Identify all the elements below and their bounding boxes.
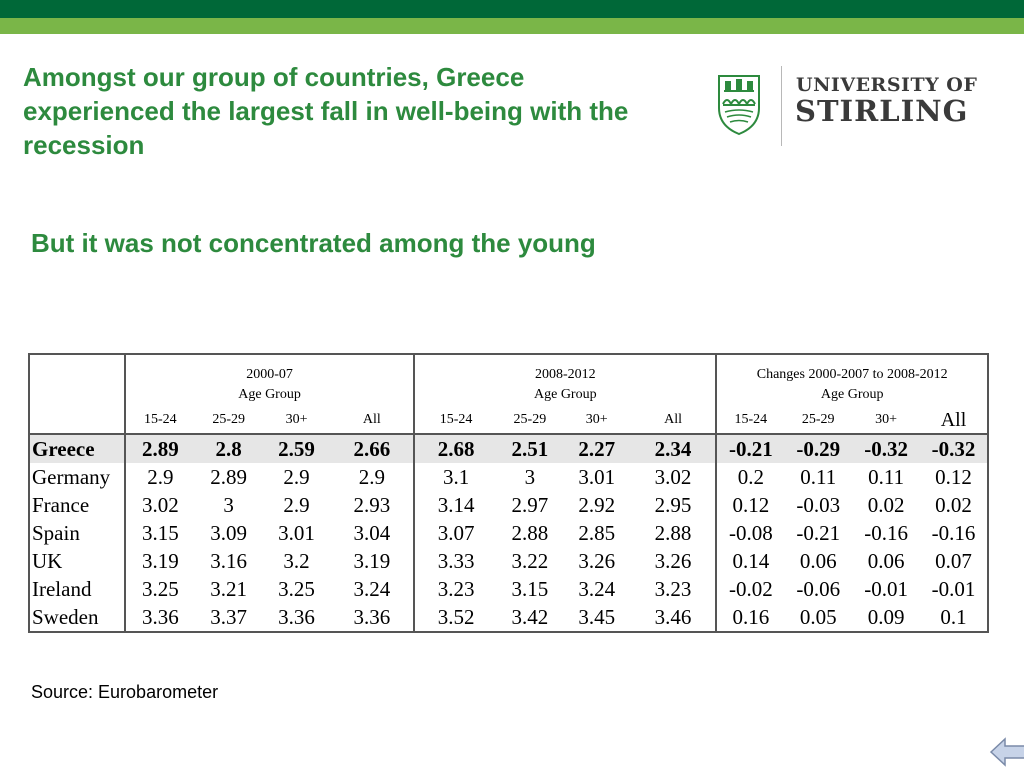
value-cell: 2.89 — [210, 464, 248, 489]
value-cell: -0.08 — [716, 519, 784, 547]
col-header: 15-24 — [125, 407, 195, 434]
university-logo — [716, 66, 976, 150]
value-cell: 3.04 — [353, 520, 391, 545]
value-cell: 0.11 — [868, 464, 905, 489]
value-cell: 3.45 — [578, 604, 616, 629]
country-cell: Greece — [29, 434, 125, 463]
value-cell: 3.36 — [125, 603, 195, 632]
value-cell: 3.25 — [125, 575, 195, 603]
value-cell: 3.37 — [210, 604, 248, 629]
value-cell: 3.09 — [210, 520, 248, 545]
value-cell: 2.88 — [511, 520, 549, 545]
col-header: All — [940, 408, 967, 431]
value-cell: 2.95 — [654, 492, 692, 517]
table-row — [29, 603, 988, 632]
value-cell: 3.36 — [278, 604, 315, 629]
value-cell: 3.02 — [125, 491, 195, 519]
logo-divider — [781, 66, 782, 146]
col-header: 15-24 — [414, 407, 497, 434]
col-header: 25-29 — [212, 412, 245, 427]
value-cell: 3.36 — [353, 604, 391, 629]
value-cell: -0.16 — [864, 520, 908, 545]
value-cell: 3.22 — [511, 548, 549, 573]
age-group-label: Age Group — [716, 383, 988, 407]
country-cell: Sweden — [32, 604, 99, 629]
table-row — [29, 547, 988, 575]
value-cell: 0.07 — [935, 548, 972, 573]
value-cell: 2.9 — [283, 464, 310, 489]
value-cell: -0.16 — [931, 520, 976, 545]
top-band-light — [0, 18, 1024, 34]
value-cell: 3.42 — [511, 604, 549, 629]
value-cell: -0.29 — [784, 434, 852, 463]
value-cell: -0.21 — [796, 520, 841, 545]
table-row — [29, 519, 988, 547]
value-cell: 0.09 — [867, 604, 905, 629]
value-cell: 0.02 — [867, 492, 905, 517]
slide-subtitle: But it was not concentrated among the young — [31, 228, 596, 258]
col-header: 30+ — [285, 412, 308, 427]
value-cell: 3.33 — [414, 547, 497, 575]
back-arrow-icon[interactable] — [988, 736, 1024, 768]
country-header — [29, 354, 125, 434]
logo-university-of: UNIVERSITY OF — [796, 74, 978, 96]
wellbeing-table — [28, 353, 989, 633]
value-cell: 2.51 — [497, 434, 563, 463]
value-cell: 3.15 — [511, 576, 549, 601]
value-cell: 0.1 — [940, 604, 967, 629]
value-cell: 3.02 — [654, 464, 692, 489]
value-cell: 3.1 — [414, 463, 497, 491]
value-cell: -0.01 — [864, 576, 908, 601]
value-cell: 3.25 — [278, 576, 315, 601]
country-cell: Germany — [32, 464, 111, 489]
value-cell: 2.93 — [353, 492, 391, 517]
value-cell: 3.24 — [578, 576, 616, 601]
value-cell: 3.26 — [654, 548, 692, 573]
source-note: Source: Eurobarometer — [31, 682, 219, 702]
value-cell: 2.34 — [631, 434, 717, 463]
logo-stirling: STIRLING — [795, 94, 969, 128]
value-cell: 3.23 — [414, 575, 497, 603]
top-band-dark — [0, 0, 1024, 18]
value-cell: 2.27 — [563, 434, 631, 463]
value-cell: 3.2 — [283, 548, 310, 573]
value-cell: 2.66 — [330, 434, 414, 463]
value-cell: 2.97 — [511, 492, 549, 517]
table-row — [29, 434, 988, 463]
value-cell: 3.46 — [654, 604, 692, 629]
col-header: 25-29 — [513, 412, 547, 427]
group-header-2000-07: 2000-07 — [125, 354, 414, 383]
country-cell: UK — [32, 548, 63, 573]
value-cell: 0.06 — [799, 548, 837, 573]
slide-title: Amongst our group of countries, Greece experienced the largest fall in well-being with the recession — [23, 62, 629, 160]
table-row — [29, 575, 988, 603]
value-cell: 0.16 — [716, 603, 784, 632]
value-cell: 3.07 — [414, 519, 497, 547]
value-cell: 0.11 — [800, 464, 837, 489]
value-cell: 3 — [524, 464, 536, 489]
value-cell: -0.06 — [796, 576, 841, 601]
value-cell: 0.05 — [799, 604, 837, 629]
value-cell: 3.01 — [578, 464, 616, 489]
country-cell: Spain — [32, 520, 80, 545]
value-cell: 2.59 — [263, 434, 331, 463]
value-cell: 3.01 — [278, 520, 315, 545]
university-crest-icon — [716, 74, 762, 136]
value-cell: 3.52 — [414, 603, 497, 632]
col-header: All — [664, 412, 682, 427]
value-cell: -0.02 — [716, 575, 784, 603]
value-cell: 3 — [223, 492, 234, 517]
value-cell: 3.23 — [654, 576, 692, 601]
value-cell: 2.9 — [283, 492, 310, 517]
value-cell: 3.24 — [353, 576, 391, 601]
value-cell: 2.68 — [414, 434, 497, 463]
value-cell: 2.88 — [654, 520, 692, 545]
value-cell: -0.03 — [796, 492, 841, 517]
value-cell: 2.9 — [358, 464, 385, 489]
value-cell: 3.19 — [353, 548, 391, 573]
table-body — [29, 434, 988, 632]
value-cell: 2.9 — [125, 463, 195, 491]
value-cell: 2.85 — [578, 520, 616, 545]
col-header: 30+ — [585, 412, 608, 427]
value-cell: 0.12 — [716, 491, 784, 519]
value-cell: 0.02 — [935, 492, 972, 517]
value-cell: 3.26 — [578, 548, 616, 573]
value-cell: 0.12 — [935, 464, 972, 489]
group-header-2008-2012: 2008-2012 — [414, 354, 716, 383]
value-cell: 3.21 — [210, 576, 248, 601]
table-row — [29, 491, 988, 519]
col-header: 30+ — [875, 412, 898, 427]
value-cell: 2.92 — [578, 492, 616, 517]
country-cell: Ireland — [32, 576, 92, 601]
value-cell: -0.32 — [852, 434, 920, 463]
value-cell: -0.32 — [920, 434, 988, 463]
country-cell: France — [32, 492, 90, 517]
value-cell: -0.21 — [716, 434, 784, 463]
value-cell: 3.19 — [125, 547, 195, 575]
age-group-label: Age Group — [414, 383, 716, 407]
col-header: All — [362, 412, 381, 427]
value-cell: 2.8 — [195, 434, 263, 463]
value-cell: 2.89 — [125, 434, 195, 463]
value-cell: -0.01 — [931, 576, 976, 601]
col-header: 15-24 — [716, 407, 784, 434]
value-cell: 3.14 — [414, 491, 497, 519]
value-cell: 0.06 — [867, 548, 905, 573]
group-header-changes: Changes 2000-2007 to 2008-2012 — [716, 354, 988, 383]
col-header: 25-29 — [801, 412, 835, 427]
value-cell: 3.15 — [125, 519, 195, 547]
value-cell: 3.16 — [210, 548, 248, 573]
value-cell: 0.14 — [716, 547, 784, 575]
age-group-label: Age Group — [125, 383, 414, 407]
table-row — [29, 463, 988, 491]
value-cell: 0.2 — [716, 463, 784, 491]
